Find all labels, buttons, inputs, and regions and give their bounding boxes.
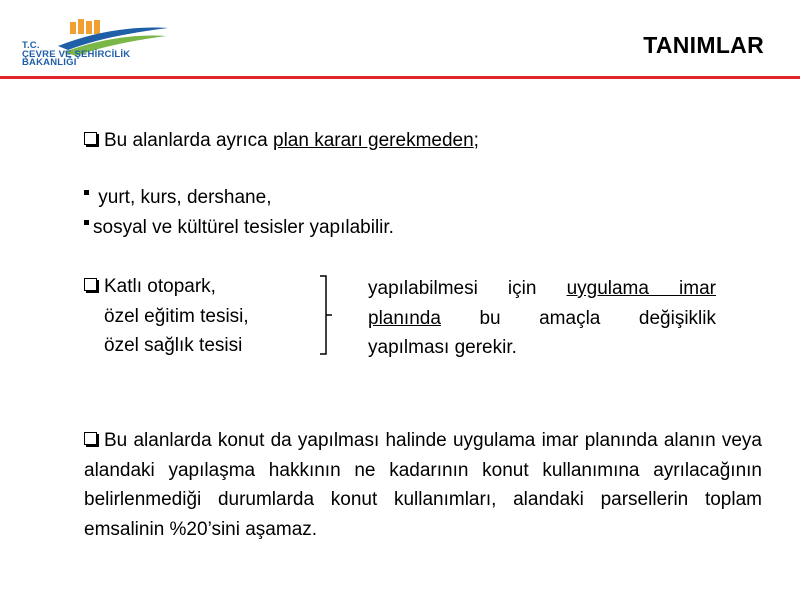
right-brace-icon	[318, 274, 338, 358]
logo-line-1: T.C.	[22, 40, 40, 51]
section3-paragraph: Bu alanlarda konut da yapılması halinde uygulama imar planında alanın veya alandaki yapılaşma hakkının ne kadarının konut kullanımına ayrılacağının belirlenmediği durumlarda konut kullanımları, alandaki parsellerin toplam emsalinin %20’sini aşamaz.	[84, 430, 762, 540]
note-line-2: planında bu amaçla değişiklik	[368, 307, 716, 329]
list-item: Katlı otopark,	[84, 272, 249, 302]
checkbox-bullet-icon	[84, 132, 97, 145]
section2-note	[368, 274, 716, 363]
section1-bullets	[84, 183, 394, 242]
logo-line-2: ÇEVRE VE ŞEHİRCİLİK	[22, 48, 131, 60]
note-line-1: yapılabilmesi için uygulama imar	[368, 278, 716, 299]
header-divider	[0, 76, 800, 79]
logo-text	[22, 42, 130, 68]
checkbox-bullet-icon	[84, 278, 97, 291]
page-title: TANIMLAR	[643, 32, 764, 58]
logo-line-3: BAKANLIĞI	[22, 57, 77, 68]
square-bullet-icon	[84, 220, 89, 225]
checkbox-bullet-icon	[84, 432, 97, 445]
ministry-logo	[18, 16, 178, 74]
list-item: özel sağlık tesisi	[104, 335, 243, 356]
note-line-3: yapılması gerekir.	[368, 337, 517, 358]
list-item: özel eğitim tesisi,	[104, 305, 249, 327]
square-bullet-icon	[84, 190, 89, 195]
section1-intro: Bu alanlarda ayrıca plan kararı gerekmeden;	[84, 126, 479, 156]
list-item: yurt, kurs, dershane,	[84, 183, 394, 213]
list-item: sosyal ve kültürel tesisler yapılabilir.	[84, 213, 394, 243]
section2-items	[84, 272, 249, 361]
